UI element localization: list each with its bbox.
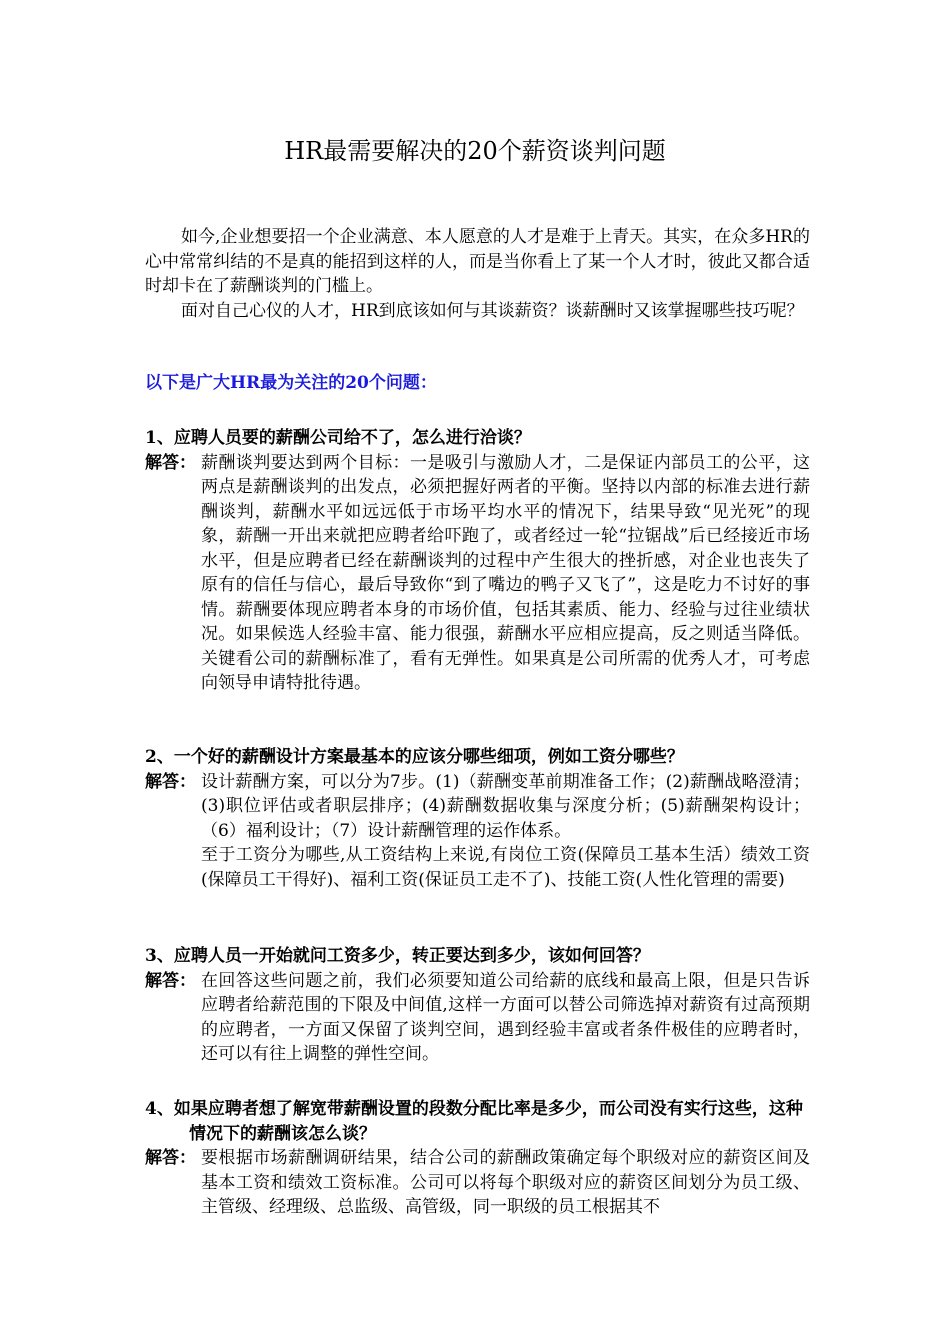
answer-text: 薪酬谈判要达到两个目标：一是吸引与激励人才，二是保证内部员工的公平，这两点是薪酬谈判的出发点，必须把握好两者的平衡。坚持以内部的标准去进行薪酬谈判，薪酬水平如远远低于市场平均水平的情况下，结果导致“见光死”的现象，薪酬一开出来就把应聘者给吓跑了，或者经过一轮“拉锯战”后已经接近市场水平，但是应聘者已经在薪酬谈判的过程中产生很大的挫折感，对企业也丧失了原有的信任与信心，最后导致你“到了嘴边的鸭子又飞了”，这是吃力不讨好的事情。薪酬要体现应聘者本身的市场价值，包括其素质、能力、经验与过往业绩状况。如果候选人经验丰富、能力很强，薪酬水平应相应提高，反之则适当降低。关键看公司的薪酬标准了，看有无弹性。如果真是公司所需的优秀人才，可考虑向领导申请特批待遇。: [201, 452, 810, 693]
document-title: HR最需要解决的20个薪资谈判问题: [284, 137, 666, 165]
answer-text: 至于工资分为哪些,从工资结构上来说,有岗位工资(保障员工基本生活）绩效工资(保障员工干得好)、福利工资(保证员工走不了)、技能工资(人性化管理的需要): [201, 845, 810, 890]
answer-block: [145, 1146, 810, 1220]
question-heading: 1、应聘人员要的薪酬公司给不了，怎么进行洽谈？: [145, 428, 531, 448]
qa-item: [145, 426, 810, 696]
intro-paragraph: 面对自己心仪的人才，HR到底该如何与其谈薪资？谈薪酬时又该掌握哪些技巧呢？: [181, 301, 804, 321]
answer-text: 要根据市场薪酬调研结果，结合公司的薪酬政策确定每个职级对应的薪资区间及基本工资和绩效工资标准。公司可以将每个职级对应的薪资区间划分为员工级、主管级、经理级、总监级、高管级，同一职级的员工根据其不: [201, 1148, 810, 1217]
question-heading: 2、一个好的薪酬设计方案最基本的应该分哪些细项，例如工资分哪些？: [145, 747, 684, 767]
question-heading: 4、如果应聘者想了解宽带薪酬设置的段数分配比率是多少，而公司没有实行这些，这种情况下的薪酬该怎么谈？: [145, 1099, 803, 1144]
answer-label: 解答：: [145, 1148, 196, 1168]
answer-label: 解答：: [145, 771, 196, 792]
answer-block: [145, 969, 810, 1067]
answer-text: 设计薪酬方案，可以分为7步。(1)（薪酬变革前期准备工作；(2)薪酬战略澄清；(3)职位评估或者职层排序；(4)薪酬数据收集与深度分析；(5)薪酬架构设计；（6）福利设计；（7）设计薪酬管理的运作体系。: [201, 771, 810, 841]
highlight-heading: 以下是广大HR最为关注的20个问题：: [145, 373, 437, 393]
answer-label: 解答：: [145, 452, 196, 473]
question-heading: 3、应聘人员一开始就问工资多少，转正要达到多少，该如何回答？: [145, 946, 650, 966]
answer-block: [145, 770, 810, 893]
intro-paragraph: 如今,企业想要招一个企业满意、本人愿意的人才是难于上青天。其实，在众多HR的心中常常纠结的不是真的能招到这样的人，而是当你看上了某一个人才时，彼此又都合适时却卡在了薪酬谈判的门槛上。: [145, 227, 810, 296]
answer-block: [145, 451, 810, 696]
answer-text: 在回答这些问题之前，我们必须要知道公司给薪的底线和最高上限，但是只告诉应聘者给薪范围的下限及中间值,这样一方面可以替公司筛选掉对薪资有过高预期的应聘者，一方面又保留了谈判空间，遇到经验丰富或者条件极佳的应聘者时，还可以有往上调整的弹性空间。: [201, 970, 810, 1064]
qa-item: [145, 745, 810, 892]
qa-item: [145, 1097, 810, 1220]
answer-label: 解答：: [145, 970, 196, 991]
qa-item: [145, 944, 810, 1067]
